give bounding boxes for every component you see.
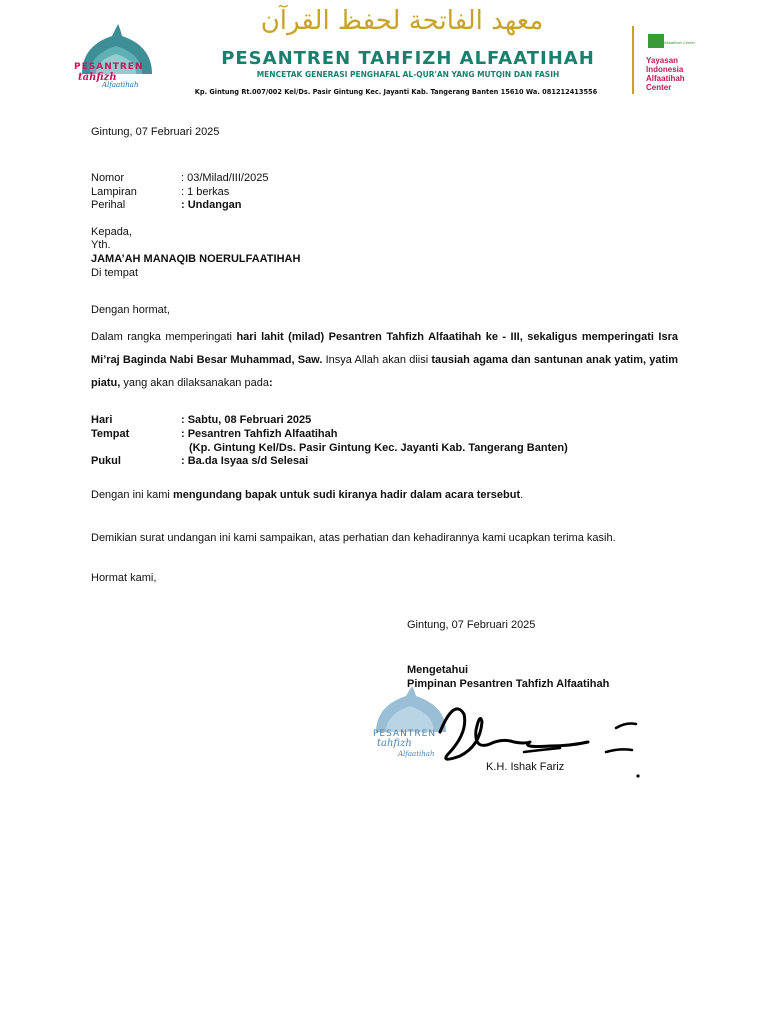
- yayasan-line: Indonesia: [646, 65, 684, 74]
- signatory-position: Pimpinan Pesantren Tahfizh Alfaatihah: [407, 678, 610, 690]
- para-text: .: [520, 489, 524, 501]
- yayasan-line: Center: [646, 83, 672, 92]
- para-emphasis: hari lahit (milad) Pesantren Tahfizh Alfaatihah ke - III, sekaligus memperingati Isra Mi’raj Baginda Nabi Besar Muhammad, Saw.: [91, 331, 678, 366]
- signatory-name: K.H. Ishak Fariz: [486, 761, 565, 773]
- event-tempat-row: [91, 427, 337, 441]
- invitation-sentence: [91, 488, 523, 502]
- mengetahui-label: Mengetahui: [407, 664, 469, 676]
- recipient-kepada: Kepada,: [91, 226, 132, 238]
- school-address: Kp. Gintung Rt.007/002 Kel/Ds. Pasir Gintung Kec. Jayanti Kab. Tangerang Banten 15610 Wa. 081212413556: [194, 88, 598, 96]
- nomor-row: [91, 171, 268, 185]
- yayasan-logo-caption: Alfaatihah Center: [664, 40, 695, 45]
- logo-text-alfaatihah: Alfaatihah: [102, 81, 139, 89]
- para-emphasis: tausiah agama dan santunan anak yatim, yatim piatu,: [91, 354, 678, 389]
- stamp-text-alfaatihah: Alfaatihah: [398, 750, 435, 758]
- para-text: Insya Allah akan diisi: [322, 354, 432, 366]
- hari-value: : Sabtu, 08 Februari 2025: [181, 414, 312, 426]
- arabic-title: معهد الفاتحة لحفظ القرآن: [260, 6, 544, 36]
- stamp-text-tahfizh: tahfizh: [377, 738, 412, 749]
- yayasan-logo-icon: [648, 34, 664, 48]
- event-pukul-row: [91, 454, 308, 468]
- tempat-address: (Kp. Gintung Kel/Ds. Pasir Gintung Kec. Jayanti Kab. Tangerang Banten): [189, 442, 568, 454]
- logo-text-tahfizh: tahfizh: [78, 72, 117, 83]
- school-tagline: MENCETAK GENERASI PENGHAFAL AL-QUR'AN YANG MUTQIN DAN FASIH: [256, 70, 560, 79]
- recipient-place: Di tempat: [91, 267, 139, 279]
- para-colon: :: [268, 377, 273, 389]
- recipient-yth: Yth.: [91, 239, 111, 251]
- signature-date: Gintung, 07 Februari 2025: [407, 619, 536, 631]
- pukul-label: Pukul: [91, 455, 121, 467]
- pukul-value: : Ba.da Isyaa s/d Selesai: [181, 455, 309, 467]
- greeting: Dengan hormat,: [91, 304, 170, 316]
- nomor-label: Nomor: [91, 172, 125, 184]
- para-text: Dalam rangka memperingati: [91, 331, 237, 343]
- perihal-row: [91, 198, 242, 212]
- letterhead-divider: [632, 26, 634, 94]
- hari-label: Hari: [91, 414, 113, 426]
- school-name: PESANTREN TAHFIZH ALFAATIHAH: [221, 48, 595, 69]
- lampiran-row: [91, 185, 229, 199]
- event-hari-row: [91, 413, 311, 427]
- tempat-label: Tempat: [91, 428, 130, 440]
- recipient-name: JAMA’AH MANAQIB NOERULFAATIHAH: [91, 253, 301, 265]
- closing-paragraph: Demikian surat undangan ini kami sampaikan, atas perhatian dan kehadirannya kami ucapkan terima kasih.: [91, 532, 616, 544]
- yayasan-name: [646, 56, 712, 92]
- letterhead: [72, 6, 712, 104]
- tempat-value: : Pesantren Tahfizh Alfaatihah: [181, 428, 338, 440]
- nomor-value: : 03/Milad/III/2025: [181, 172, 269, 184]
- para-emphasis: mengundang bapak untuk sudi kiranya hadir dalam acara tersebut: [172, 489, 521, 501]
- lampiran-label: Lampiran: [91, 186, 137, 198]
- perihal-label: Perihal: [91, 199, 126, 211]
- yayasan-line: Yayasan: [646, 56, 679, 65]
- para-text: yang akan dilaksanakan pada: [120, 377, 269, 389]
- perihal-value: : Undangan: [181, 199, 242, 211]
- yayasan-line: Alfaatihah: [646, 74, 685, 83]
- letter-date: Gintung, 07 Februari 2025: [91, 126, 220, 138]
- stamp-text-pesantren: PESANTREN: [373, 729, 437, 739]
- para-text: Dengan ini kami: [91, 489, 173, 501]
- logo-text-pesantren: PESANTREN: [74, 62, 144, 72]
- regards: Hormat kami,: [91, 572, 157, 584]
- opening-paragraph: [91, 326, 678, 395]
- lampiran-value: : 1 berkas: [181, 186, 230, 198]
